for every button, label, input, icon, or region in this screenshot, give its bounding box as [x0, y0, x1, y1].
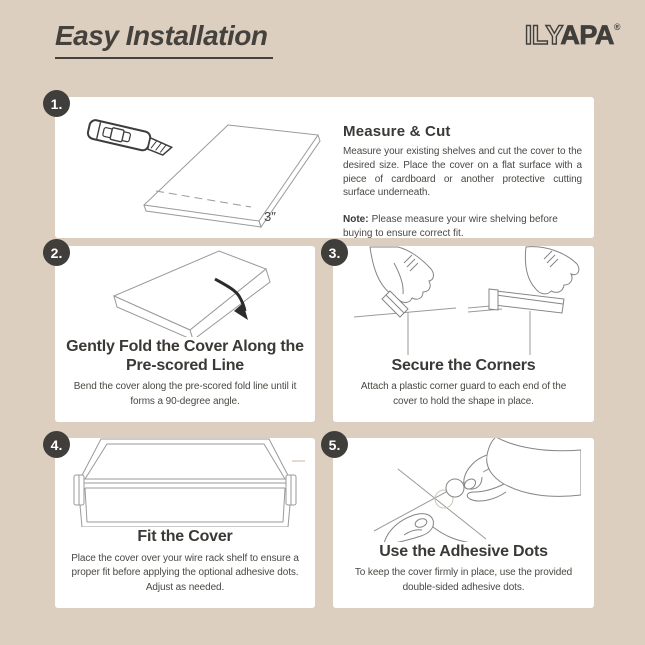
step-5-card: [328, 436, 594, 608]
note-label: Note:: [343, 214, 369, 226]
step-5-illustration: [333, 438, 594, 542]
step-1-illustration: [55, 97, 343, 238]
step-2-number-badge: 2.: [43, 239, 70, 266]
step-5-heading: Use the Adhesive Dots: [379, 542, 548, 560]
utility-knife-icon: [87, 119, 174, 157]
cover-box-drawing: [74, 439, 296, 527]
folded-cover-drawing: [114, 251, 270, 336]
step-3-illustration: [333, 246, 594, 356]
page-title: Easy Installation: [55, 20, 273, 59]
fitted-cover-illustration: [65, 438, 305, 527]
step-5-body: To keep the cover firmly in place, use the provided double-sided adhesive dots.: [354, 567, 573, 593]
step-2-heading: Gently Fold the Cover Along the Pre-scored Line: [66, 337, 304, 374]
step-4-illustration: [55, 438, 315, 527]
measure-cut-illustration: [61, 105, 337, 231]
step-5-number-badge: 5.: [321, 431, 348, 458]
upper-hand-drawing: [463, 438, 581, 501]
step-3-number-badge: 3.: [321, 239, 348, 266]
step-1-heading: Measure & Cut: [343, 123, 451, 140]
step-2-illustration: [55, 246, 315, 337]
step-2-body: Bend the cover along the pre-scored fold line until it forms a 90-degree angle.: [73, 381, 297, 407]
step-3-card: [328, 244, 594, 422]
cover-sheet-drawing: [144, 125, 320, 227]
step-1-card: [50, 95, 594, 240]
step-4-body: Place the cover over your wire rack shelf to ensure a proper fit before applying the optional adhesive dots. Adjust as needed.: [71, 552, 299, 593]
hand-with-corner-guard-left: [354, 247, 456, 355]
adhesive-dot: [446, 479, 464, 497]
dimension-label: 3″: [264, 209, 276, 224]
step-4-number-badge: 4.: [43, 431, 70, 458]
adhesive-dot-hand-illustration: [346, 438, 581, 542]
step-1-number-badge: 1.: [43, 90, 70, 117]
note-text: Please measure your wire shelving before buying to ensure correct fit.: [343, 214, 558, 240]
step-1-note: [343, 213, 582, 241]
step-4-card: [50, 436, 315, 608]
brand-logo: [525, 20, 620, 51]
hand-with-corner-guard-right: [468, 247, 579, 355]
step-1-body: Measure your existing shelves and cut the cover to the desired size. Place the cover on a flat surface with a piece of cardboard or another protective cutting surface underneath.: [343, 146, 582, 199]
step-3-body: Attach a plastic corner guard to each end of the cover to hold the shape in place.: [360, 381, 567, 407]
brand-solid-text: APA: [560, 20, 614, 50]
step-3-heading: Secure the Corners: [391, 356, 536, 374]
brand-outline-text: ILY: [524, 20, 561, 50]
corner-guard-hands-illustration: [346, 246, 581, 356]
step-4-heading: Fit the Cover: [137, 528, 233, 546]
fold-cover-illustration: [69, 246, 301, 337]
registered-trademark-mark: ®: [613, 22, 620, 32]
step-2-card: [50, 244, 315, 422]
